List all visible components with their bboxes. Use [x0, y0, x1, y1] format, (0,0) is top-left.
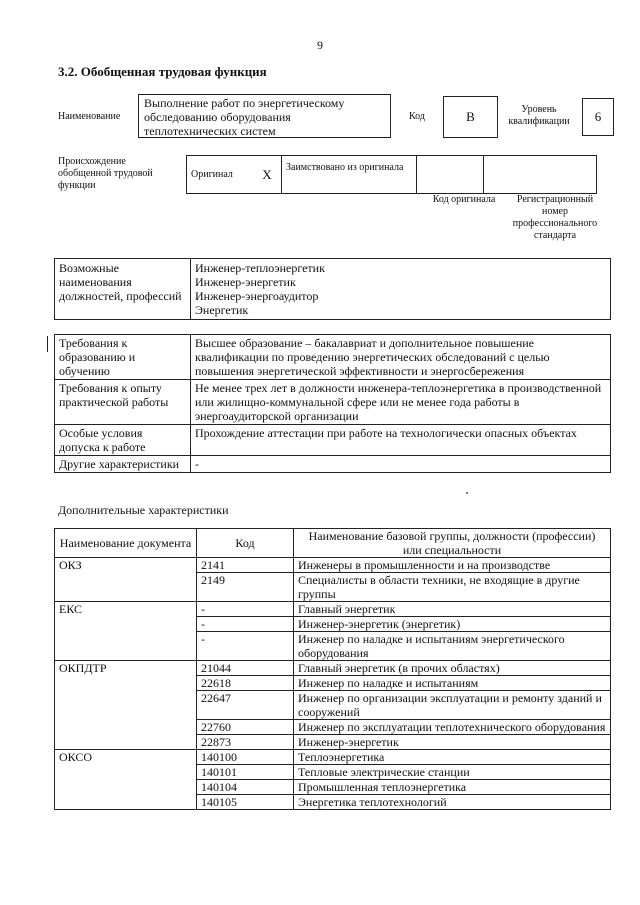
- position-item: Инженер-энергетик: [195, 275, 296, 289]
- row-code: 22647: [197, 691, 294, 720]
- row-code: 140105: [197, 795, 294, 810]
- row-name: Инженеры в промышленности и на производстве: [294, 558, 611, 573]
- origin-reg-cell: [484, 156, 597, 194]
- row-code: -: [197, 602, 294, 617]
- row-name: Инженер-энергетик: [294, 735, 611, 750]
- positions-list: [191, 259, 611, 320]
- code-box: [443, 96, 498, 138]
- row-code: 2149: [197, 573, 294, 602]
- req-label: Особые условия допуска к работе: [55, 425, 191, 456]
- row-code: 140101: [197, 765, 294, 780]
- header-doc: Наименование документа: [55, 529, 197, 558]
- code-value: B: [466, 109, 475, 124]
- borrowed-label: Заимствовано из оригинала: [282, 156, 417, 194]
- origin-code-cell: [417, 156, 484, 194]
- positions-table: [54, 258, 611, 320]
- original-mark: X: [253, 156, 282, 194]
- row-code: 21044: [197, 661, 294, 676]
- req-value: Прохождение аттестации при работе на технологически опасных объектах: [191, 425, 611, 456]
- stray-dot: [466, 492, 468, 494]
- code-label: Код: [409, 111, 425, 122]
- page-number: 9: [317, 38, 323, 52]
- group-doc: ЕКС: [55, 602, 197, 661]
- row-code: -: [197, 617, 294, 632]
- name-label: Наименование: [58, 111, 121, 122]
- row-name: Специалисты в области техники, не входящие в другие группы: [294, 573, 611, 602]
- header-code: Код: [197, 529, 294, 558]
- row-name: Инженер по эксплуатации теплотехнического оборудования: [294, 720, 611, 735]
- position-item: Энергетик: [195, 303, 249, 317]
- req-value: Не менее трех лет в должности инженера-теплоэнергетика в производственной или жилищно-коммунальной сфере или не менее года работы в энергоаудиторской организации: [191, 380, 611, 425]
- function-name-box: [138, 94, 391, 138]
- function-name-value: Выполнение работ по энергетическому обследованию оборудования теплотехнических систем: [144, 96, 345, 138]
- row-name: Инженер-энергетик (энергетик): [294, 617, 611, 632]
- level-value: 6: [594, 109, 602, 124]
- position-item: Инженер-теплоэнергетик: [195, 261, 325, 275]
- row-name: Инженер по организации эксплуатации и ремонту зданий и сооружений: [294, 691, 611, 720]
- level-box: [582, 98, 614, 136]
- row-name: Инженер по наладке и испытаниям энергетического оборудования: [294, 632, 611, 661]
- group-doc: ОКЗ: [55, 558, 197, 602]
- row-name: Теплоэнергетика: [294, 750, 611, 765]
- origin-label: Происхождение обобщенной трудовой функции: [58, 156, 153, 191]
- req-label: Другие характеристики: [55, 456, 191, 473]
- origin-table: [186, 155, 597, 194]
- row-code: -: [197, 632, 294, 661]
- row-name: Инженер по наладке и испытаниям: [294, 676, 611, 691]
- additional-table: [54, 528, 611, 810]
- section-title: 3.2. Обобщенная трудовая функция: [58, 64, 267, 79]
- additional-title: Дополнительные характеристики: [58, 503, 229, 517]
- row-code: 2141: [197, 558, 294, 573]
- req-value: Высшее образование – бакалавриат и дополнительное повышение квалификации по проведению энергетических обследований с целью повышения энергетической эффективности и энергосбережения: [191, 335, 611, 380]
- req-label: Требования к опыту практической работы: [55, 380, 191, 425]
- req-label: Требования к образованию и обучению: [55, 335, 191, 380]
- row-code: 22873: [197, 735, 294, 750]
- reg-caption: Регистрационный номер профессионального стандарта: [512, 194, 598, 241]
- req-value: -: [191, 456, 611, 473]
- row-name: Энергетика теплотехнологий: [294, 795, 611, 810]
- group-doc: ОКПДТР: [55, 661, 197, 750]
- row-code: 140100: [197, 750, 294, 765]
- group-doc: ОКСО: [55, 750, 197, 810]
- code-caption: Код оригинала: [432, 194, 496, 205]
- margin-mark: [47, 336, 48, 352]
- row-name: Промышленная теплоэнергетика: [294, 780, 611, 795]
- row-name: Главный энергетик: [294, 602, 611, 617]
- row-name: Главный энергетик (в прочих областях): [294, 661, 611, 676]
- requirements-table: [54, 334, 611, 473]
- row-name: Тепловые электрические станции: [294, 765, 611, 780]
- header-name: Наименование базовой группы, должности (профессии) или специальности: [294, 529, 611, 558]
- positions-label: Возможные наименования должностей, профессий: [55, 259, 191, 320]
- row-code: 140104: [197, 780, 294, 795]
- original-label: Оригинал: [187, 156, 254, 194]
- position-item: Инженер-энергоаудитор: [195, 289, 319, 303]
- level-label: Уровень квалификации: [508, 104, 570, 127]
- row-code: 22760: [197, 720, 294, 735]
- row-code: 22618: [197, 676, 294, 691]
